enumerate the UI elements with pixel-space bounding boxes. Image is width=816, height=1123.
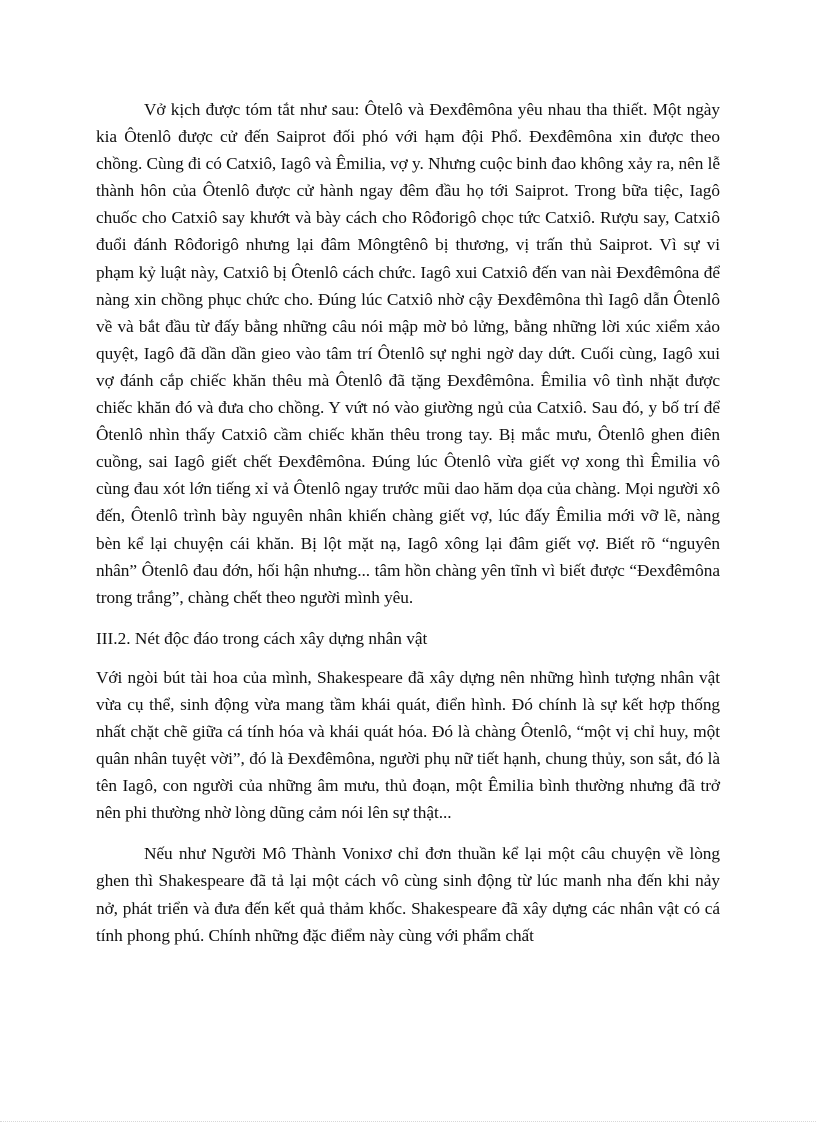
section-heading: III.2. Nét độc đáo trong cách xây dựng nhân vật bbox=[96, 628, 428, 648]
page-bottom-border bbox=[0, 1121, 816, 1122]
paragraph-gap bbox=[96, 826, 720, 840]
summary-paragraph: Vở kịch được tóm tắt như sau: Ôtelô và Đexđêmôna yêu nhau tha thiết. Một ngày kia Ôtenlô được cử đến Saiprot đối phó với hạm đội Phổ. Đexđêmôna xin được theo chồng. Cùng đi có Catxiô, Iagô và Êmilia, vợ y. Nhưng cuộc binh đao không xảy ra, nên lễ thành hôn của Ôtenlô được cử hành ngay đêm đầu họ tới Saiprot. Trong bữa tiệc, Iagô chuốc cho Catxiô say khướt và bày cách cho Rôđorigô chọc tức Catxiô. Rượu say, Catxiô đuổi đánh Rôđorigô nhưng lại đâm Môngtênô bị thương, vị trấn thủ Saiprot. Vì sự vi phạm kỷ luật này, Catxiô bị Ôtenlô cách chức. Iagô xui Catxiô đến van nài Đexđêmôna để nàng xin chồng phục chức cho. Đúng lúc Catxiô nhờ cậy Đexđêmôna thì Iagô dẫn Ôtenlô về và bắt đầu từ đấy bằng những câu nói mập mờ bỏ lửng, bằng những lời xúc xiểm xảo quyệt, Iagô đã dần dần gieo vào tâm trí Ôtenlô sự nghi ngờ day dứt. Cuối cùng, Iagô xui vợ đánh cắp chiếc khăn thêu mà Ôtenlô đã tặng Đexđêmôna. Êmilia vô tình nhặt được chiếc khăn đó và đưa cho chồng. Y vứt nó vào giường ngủ của Catxiô. Sau đó, y bố trí để Ôtenlô nhìn thấy Catxiô cầm chiếc khăn thêu trong tay. Bị mắc mưu, Ôtenlô ghen điên cuồng, sai Iagô giết chết Đexđêmôna. Đúng lúc Ôtenlô vừa giết vợ xong thì Êmilia vô cùng đau xót lớn tiếng xỉ vả Ôtenlô ngay trước mũi dao hăm dọa của chàng. Mọi người xô đến, Ôtenlô trình bày nguyên nhân khiến chàng giết vợ, lúc đấy Êmilia mới vỡ lẽ, nàng bèn kể lại chuyện cái khăn. Bị lột mặt nạ, Iagô xông lại đâm giết vợ. Biết rõ “nguyên nhân” Ôtenlô đau đớn, hối hận nhưng... tâm hồn chàng yên tĩnh vì biết được “Đexđêmôna trong trắng”, chàng chết theo người mình yêu. bbox=[96, 100, 720, 607]
comparison-paragraph: Nếu như Người Mô Thành Vonixơ chỉ đơn thuần kể lại một câu chuyện về lòng ghen thì Shakespeare đã tả lại một cách vô cùng sinh động từ lúc manh nha đến khi nảy nở, phát triển và đưa đến kết quả thảm khốc. Shakespeare đã xây dựng các nhân vật có cá tính phong phú. Chính những đặc điểm này cùng với phẩm chất bbox=[96, 844, 720, 945]
character-paragraph: Với ngòi bút tài hoa của mình, Shakespeare đã xây dựng nên những hình tượng nhân vật vừa cụ thể, sinh động vừa mang tầm khái quát, điển hình. Đó chính là sự kết hợp thống nhất chặt chẽ giữa cá tính hóa và khái quát hóa. Đó là chàng Ôtenlô, “một vị chỉ huy, một quân nhân tuyệt vời”, đó là Đexđêmôna, người phụ nữ tiết hạnh, chung thủy, son sắt, đó là tên Iagô, con người của những âm mưu, thủ đoạn, một Êmilia bình thường nhưng đã trở nên phi thường nhờ lòng dũng cảm nói lên sự thật... bbox=[96, 667, 720, 823]
